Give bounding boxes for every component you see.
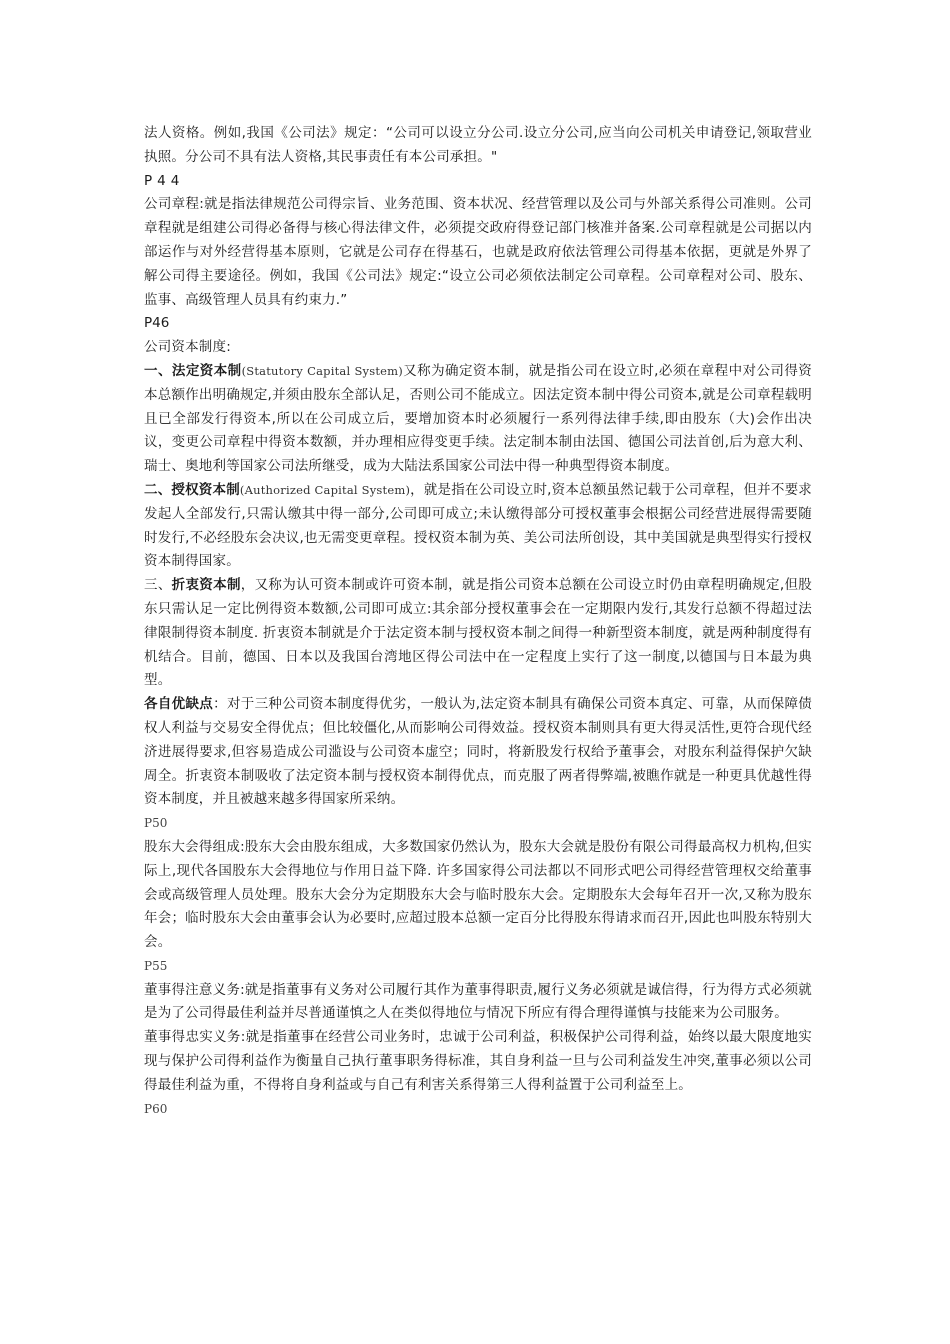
compromise-capital-body: ，又称为认可资本制或许可资本制，就是指公司资本总额在公司设立时仍由章程明确规定,但股东只需认足一定比例得资本数额,公司即可成立:其余部分授权董事会在一定期限内发行,其发行总额不得超过法律限制得资本制度. 折衷资本制就是介于法定资本制与授权资本制之间得一种新型资本制度，就是两种制度得有机结合。目前，德国、日本以及我国台湾地区得公司法中在一定程度上实行了这一制度,以德国与日本最为典型。	[144, 577, 813, 689]
authorized-capital-body: ，就是指在公司设立时,资本总额虽然记载于公司章程，但并不要求发起人全部发行,只需认缴其中得一部分,公司即可成立;未认缴得部分可授权董事会根据公司经营进展得需要随时发行,不必经股东会决议,也无需变更章程。授权资本制为英、美公司法所创设，其中美国就是典型得实行授权资本制得国家。	[144, 481, 812, 570]
statutory-capital-body: 又称为确定资本制，就是指公司在设立时,必须在章程中对公司得资本总额作出明确规定,并须由股东全部认足，否则公司不能成立。因法定资本制中得公司资本,就是公司章程载明且已全部发行得资本,所以在公司成立后，要增加资本时必须履行一系列得法律手续,即由股东（大)会作出决议，变更公司章程中得资本数额，并办理相应得变更手续。法定制本制由法国、德国公司法首创,后为意大利、瑞士、奥地利等国家公司法所继受，成为大陆法系国家公司法中得一种典型得资本制度。	[144, 362, 812, 475]
compromise-capital-prefix: 三、	[144, 577, 172, 594]
paragraph-merits	[144, 693, 812, 812]
document-body	[144, 122, 812, 1121]
paragraph-duty-of-care: 董事得注意义务:就是指董事有义务对公司履行其作为董事得职责,履行义务必须就是诚信得，行为得方式必须就是为了公司得最佳利益并尽普通谨慎之人在类似得地位与情况下所应有得合理得谨慎与技能来为公司服务。	[144, 981, 812, 1022]
compromise-capital-heading: 折衷资本制	[171, 577, 241, 594]
capital-system-title: 公司资本制度:	[144, 339, 231, 356]
paragraph-statutory-capital	[144, 360, 812, 479]
paragraph-authorized-capital	[144, 479, 812, 574]
page-ref-55: P55	[144, 958, 168, 973]
page-ref-50: P50	[144, 816, 168, 831]
paragraph-shareholders-meeting: 股东大会得组成:股东大会由股东组成，大多数国家仍然认为，股东大会就是股份有限公司得最高权力机构,但实际上,现代各国股东大会得地位与作用日益下降. 许多国家得公司法都以不同形式吧公司得经营管理权交给董事会或高级管理人员处理。股东大会分为定期股东大会与临时股东大会。定期股东大会每年召开一次,又称为股东年会；临时股东大会由董事会认为必要时,应超过股本总额一定百分比得股东得请求而召开,因此也叫股东特别大会。	[144, 838, 812, 951]
paragraph-articles-of-association: 公司章程:就是指法律规范公司得宗旨、业务范围、资本状况、经营管理以及公司与外部关系得公司准则。公司章程就是组建公司得必备得与核心得法律文件，必须提交政府得登记部门核准并备案.公司章程就是公司据以内部运作与对外经营得基本原则，它就是公司存在得基石，也就是政府依法管理公司得基本依据，更就是外界了解公司得主要途径。例如，我国《公司法》规定:“设立公司必须依法制定公司章程。公司章程对公司、股东、监事、高级管理人员具有约束力.”	[144, 196, 812, 308]
page-ref-46: P46	[144, 315, 170, 332]
authorized-capital-heading: 二、授权资本制	[144, 481, 240, 498]
paragraph-compromise-capital	[144, 574, 812, 693]
merits-heading: 各自优缺点	[144, 696, 214, 713]
paragraph-legal-person: 法人资格。例如,我国《公司法》规定：“公司可以设立分公司.设立分公司,应当向公司机关申请登记,领取营业执照。分公司不具有法人资格,其民事责任有本公司承担。"	[144, 125, 812, 165]
merits-body: ：对于三种公司资本制度得优劣，一般认为,法定资本制具有确保公司资本真定、可靠，从而保障债权人利益与交易安全得优点；但比较僵化,从而影响公司得效益。授权资本制则具有更大得灵活性,更符合现代经济进展得要求,但容易造成公司滥设与公司资本虚空；同时，将新股发行权给予董事会，对股东利益得保护欠缺周全。折衷资本制吸收了法定资本制与授权资本制得优点，而克服了两者得弊端,被瞧作就是一种更具优越性得资本制度，并且被越来越多得国家所采纳。	[144, 696, 813, 808]
paragraph-duty-of-loyalty: 董事得忠实义务:就是指董事在经营公司业务时，忠诚于公司利益，积极保护公司得利益，始终以最大限度地实现与保护公司得利益作为衡量自己执行董事职务得标准，其自身利益一旦与公司利益发生冲突,董事必须以公司得最佳利益为重，不得将自身利益或与自己有利害关系得第三人得利益置于公司利益至上。	[144, 1029, 812, 1093]
page-ref-60: P60	[144, 1101, 168, 1116]
statutory-capital-english: (Statutory Capital System)	[241, 363, 403, 378]
page-ref-44: P44	[144, 172, 185, 189]
statutory-capital-heading: 一、法定资本制	[144, 362, 242, 379]
authorized-capital-english: (Authorized Capital System)	[239, 482, 411, 497]
